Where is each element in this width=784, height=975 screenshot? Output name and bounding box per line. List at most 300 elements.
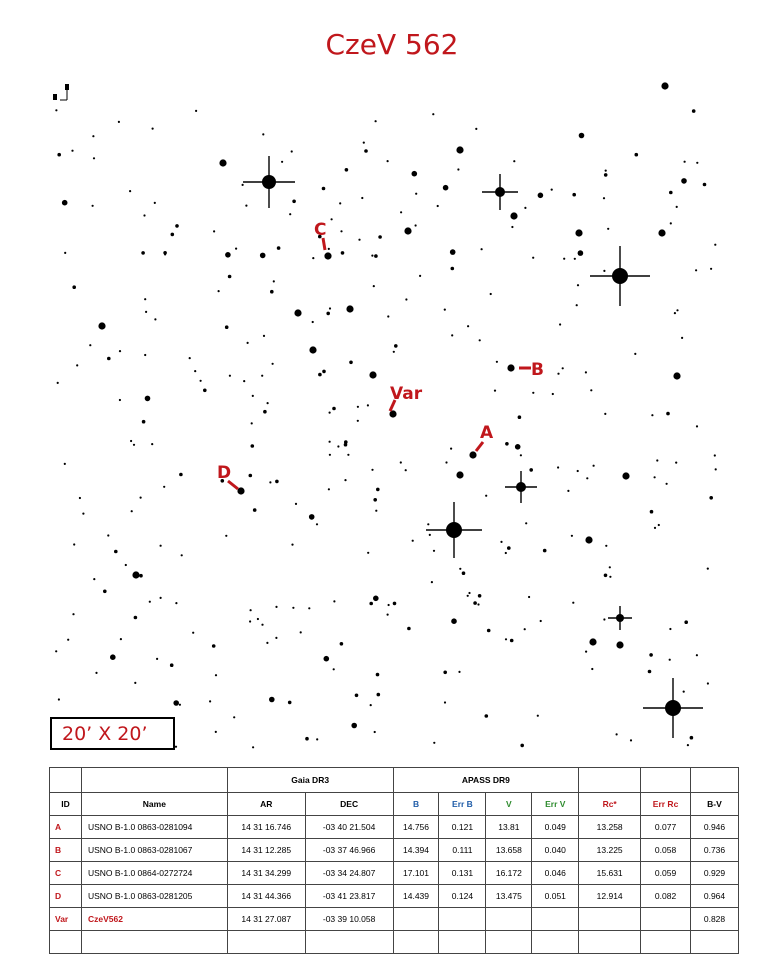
star [170,663,174,667]
row-id: A [50,816,82,839]
star [394,344,398,348]
star [164,253,166,255]
star [247,342,249,344]
row-err-rc: 0.082 [641,885,691,908]
row-id: B [50,839,82,862]
chart-title: CzeV 562 [325,28,459,61]
star [179,473,183,477]
star [257,618,259,620]
row-err-rc: 0.058 [641,839,691,862]
marker-a [476,423,494,451]
star [160,597,162,599]
star [145,311,147,313]
star [478,594,482,598]
star [707,682,709,684]
star [635,153,639,157]
star [89,344,91,346]
table-row [50,816,739,839]
star [575,229,582,236]
star [322,370,326,374]
star [160,545,162,547]
col-ar: AR [227,793,305,816]
row-name: CzeV562 [81,908,227,931]
star [357,420,359,422]
star [154,202,156,204]
star [329,441,331,443]
star [473,601,477,605]
star [308,607,310,609]
star [654,527,656,529]
star [228,275,232,279]
star [528,596,530,598]
star [543,549,547,553]
star [687,744,689,746]
star [114,550,118,554]
row-bv: 0.946 [691,816,739,839]
star [551,189,553,191]
table-row [50,862,739,885]
star [140,497,142,499]
star [603,197,605,199]
star [537,715,539,717]
star [578,250,584,256]
group-gaia: Gaia DR3 [227,768,393,793]
star [242,184,244,186]
star [289,213,291,215]
star [669,191,673,195]
row-rc: 15.631 [579,862,641,885]
star [225,252,231,258]
col-v: V [486,793,532,816]
star [371,469,373,471]
row-bv: 0.964 [691,885,739,908]
star [377,693,381,697]
star [540,620,542,622]
row-dec: -03 41 23.817 [305,885,393,908]
col-err-v: Err V [532,793,579,816]
star [675,462,677,464]
star [225,325,229,329]
star [312,257,314,259]
star [328,248,330,250]
orientation-icon [53,84,69,100]
star [695,269,697,271]
star [496,361,498,363]
row-ar: 14 31 16.746 [227,816,305,839]
star [605,170,607,172]
row-err-v: 0.040 [532,839,579,862]
star [369,602,373,606]
star [450,448,452,450]
star [673,372,680,379]
star [494,390,496,392]
star [513,160,515,162]
star [696,162,698,164]
star [456,471,463,478]
star [562,367,564,369]
star [267,402,269,404]
star [144,354,146,356]
star [607,228,609,230]
star [181,554,183,556]
col-b: B [393,793,439,816]
star [145,396,151,402]
star [125,564,127,566]
star [467,595,469,597]
star [275,480,279,484]
star [209,700,211,702]
star [144,298,146,300]
star [404,227,411,234]
star [590,389,592,391]
photometry-table [49,767,739,954]
scale-label: 20’ X 20’ [62,722,148,745]
star [120,638,122,640]
star [432,113,434,115]
star [312,321,314,323]
star [291,544,293,546]
row-bv: 0.828 [691,908,739,931]
star [263,335,265,337]
star [616,641,623,648]
star [387,160,389,162]
star [532,392,534,394]
star [143,214,145,216]
star [431,581,433,583]
star [563,258,565,260]
star [567,490,569,492]
row-ar: 14 31 27.087 [227,908,305,931]
star [709,496,713,500]
star [400,211,402,213]
row-err-b: 0.124 [439,885,486,908]
star [195,110,197,112]
table-column-header [50,793,739,816]
star [55,109,57,111]
star [235,248,237,250]
star [459,568,461,570]
table-group-header [50,768,739,793]
star [344,479,346,481]
star [692,109,696,113]
star [505,552,507,554]
star [281,161,283,163]
star [326,312,330,316]
star [572,602,574,604]
star [376,488,380,492]
star [139,574,143,578]
star [337,445,339,447]
star [73,543,75,545]
star [275,606,277,608]
star [456,146,463,153]
row-rc: 13.225 [579,839,641,862]
star [681,178,687,184]
star [192,632,194,634]
star [194,370,196,372]
star [249,474,253,478]
star [333,600,335,602]
star [505,638,507,640]
star [370,704,372,706]
star [375,120,377,122]
star [309,346,316,353]
row-b [393,908,439,931]
star [609,576,611,578]
star [119,350,121,352]
marker-d-label: D [217,463,232,483]
star [630,739,632,741]
star [371,255,373,257]
star [666,412,670,416]
star [676,206,678,208]
row-b: 14.394 [393,839,439,862]
star [585,651,587,653]
star [364,149,368,153]
star [676,309,678,311]
star [520,454,522,456]
star [218,290,220,292]
row-err-b [439,908,486,931]
star [219,159,226,166]
row-err-v [532,908,579,931]
star [200,380,202,382]
star [361,197,363,199]
star [260,253,266,259]
star [524,628,526,630]
col-name: Name [81,793,227,816]
star [376,673,380,677]
star [305,737,309,741]
star [658,229,665,236]
row-rc [579,908,641,931]
star [515,444,521,450]
row-v: 13.658 [486,839,532,862]
star [215,731,217,733]
star [648,670,652,674]
star [110,654,116,660]
star [477,603,479,605]
star [243,380,245,382]
star [450,249,456,255]
star [233,716,235,718]
star [634,353,636,355]
star [357,406,359,408]
star [557,373,559,375]
star [603,270,605,272]
star [443,185,449,191]
star [345,168,349,172]
star [118,121,120,123]
star [64,463,66,465]
star [443,671,447,675]
star [318,373,322,377]
star [344,443,348,447]
star [467,325,469,327]
row-b: 14.756 [393,816,439,839]
row-ar: 14 31 34.299 [227,862,305,885]
star [479,339,481,341]
star [269,697,275,703]
star [593,465,595,467]
star [72,613,74,615]
star [346,305,353,312]
row-dec: -03 39 10.058 [305,908,393,931]
row-rc: 12.914 [579,885,641,908]
star [173,700,179,706]
star [249,620,251,622]
star [374,731,376,733]
star [510,639,514,643]
marker-var [390,384,423,411]
star [300,631,302,633]
bright-stars-layer [243,156,703,738]
star [437,205,439,207]
star [649,653,653,657]
star [270,290,274,294]
col-rc: Rc* [579,793,641,816]
star [656,459,658,461]
star [288,701,292,705]
star [572,193,576,197]
star [388,604,390,606]
star [451,334,453,336]
star [253,508,257,512]
star [134,616,138,620]
star [229,375,231,377]
star [92,135,94,137]
star [107,534,109,536]
row-name: USNO B-1.0 0864-0272724 [81,862,227,885]
star [149,601,151,603]
star [358,239,360,241]
star [374,254,378,258]
star [331,218,333,220]
star [132,571,139,578]
row-name: USNO B-1.0 0863-0281205 [81,885,227,908]
star [576,304,578,306]
star [585,371,587,373]
scale-label-box [50,717,175,750]
star [367,404,369,406]
marker-b [519,360,544,380]
star [658,524,660,526]
marker-var-label: Var [390,384,423,404]
star [579,133,585,139]
star [129,190,131,192]
group-apass: APASS DR9 [393,768,579,793]
star [151,443,153,445]
star [393,602,397,606]
star [355,694,359,698]
star [490,293,492,295]
star [604,173,608,177]
star [363,142,365,144]
row-err-rc: 0.059 [641,862,691,885]
star [107,357,111,361]
star [475,128,477,130]
star [661,82,668,89]
star [507,364,514,371]
star [433,742,435,744]
star [690,736,694,740]
marker-b-label: B [531,360,544,380]
star [444,309,446,311]
star [457,168,459,170]
star [261,375,263,377]
star-field-svg [48,78,725,753]
star [250,609,252,611]
star [351,723,357,729]
star [292,200,296,204]
table-row [50,908,739,931]
col-dec: DEC [305,793,393,816]
row-id: C [50,862,82,885]
star [507,546,511,550]
marker-c-label: C [314,220,327,240]
star [571,535,573,537]
row-err-rc [641,908,691,931]
row-v: 16.172 [486,862,532,885]
star [171,233,175,237]
star [378,235,382,239]
row-bv: 0.736 [691,839,739,862]
star [324,656,330,662]
star [585,536,592,543]
row-ar: 14 31 44.366 [227,885,305,908]
star [225,535,227,537]
star [339,202,341,204]
star [412,171,418,177]
star [387,614,389,616]
star [175,224,179,228]
star [373,498,377,502]
star [451,618,457,624]
star [412,540,414,542]
star [525,522,527,524]
star [179,704,181,706]
star [175,602,177,604]
star [324,252,331,259]
star [252,395,254,397]
star [481,248,483,250]
star [510,212,517,219]
row-v [486,908,532,931]
star [605,545,607,547]
star [62,200,68,206]
star [373,596,379,602]
star [400,461,402,463]
row-ar: 14 31 12.285 [227,839,305,862]
star [266,642,268,644]
star [277,246,281,250]
row-name: USNO B-1.0 0863-0281067 [81,839,227,862]
star [387,315,389,317]
marker-a-label: A [480,423,494,443]
star [367,552,369,554]
star [215,674,217,676]
star [237,487,244,494]
star [715,468,717,470]
star [468,592,470,594]
row-v: 13.475 [486,885,532,908]
star [538,193,544,199]
col-err-b: Err B [439,793,486,816]
star [332,407,336,411]
star [141,251,145,255]
star [189,357,191,359]
star [263,410,267,414]
